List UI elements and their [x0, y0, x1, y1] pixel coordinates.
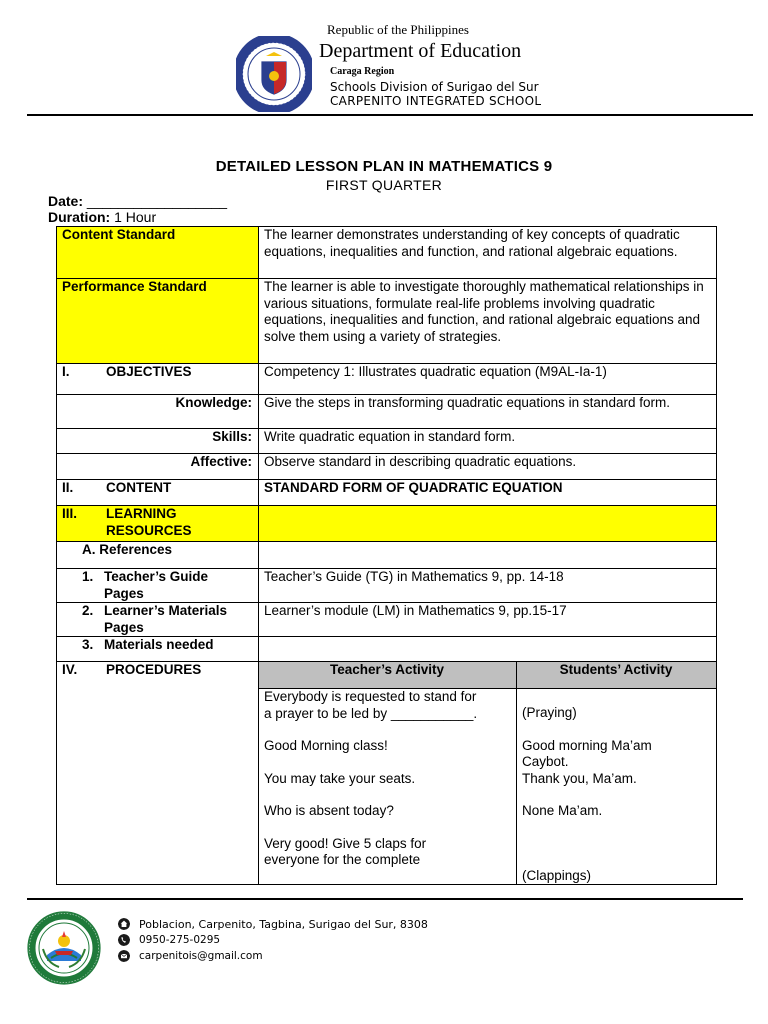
student-line: (Clappings) [522, 867, 592, 883]
quarter-subtitle: FIRST QUARTER [325, 177, 443, 193]
knowledge-label: Knowledge: [57, 395, 259, 429]
materials-needed-label: Materials needed [104, 637, 214, 652]
mail-icon [118, 950, 130, 962]
student-line: Thank you, Ma’am. [522, 770, 637, 786]
resources-empty-cell [259, 506, 717, 542]
materials-needed-empty-cell [259, 637, 717, 662]
procedures-label: PROCEDURES [106, 662, 202, 677]
references-row [57, 542, 717, 569]
procedures-heading [57, 662, 259, 885]
content-standard-text: The learner demonstrates understanding of key concepts of quadratic equations, inequalities and function, and rational algebraic equations. [259, 227, 717, 279]
affective-row [57, 454, 717, 480]
student-line: (Praying) [522, 705, 577, 720]
footer-email-row [118, 949, 263, 963]
knowledge-row [57, 395, 717, 429]
objectives-heading [57, 364, 259, 395]
date-blank: __________________ [86, 193, 228, 209]
school-seal-icon [27, 911, 101, 985]
procedures-number: IV. [62, 662, 78, 677]
department-name: Department of Education [319, 40, 522, 62]
references-heading [57, 542, 259, 569]
references-number: A. [82, 542, 96, 557]
content-heading [57, 480, 259, 506]
date-line [48, 193, 227, 209]
teacher-line: a prayer to be led by ___________. [264, 705, 478, 721]
home-icon [118, 918, 130, 930]
skills-label: Skills: [57, 429, 259, 454]
phone-icon [118, 934, 130, 946]
duration-value: 1 Hour [114, 209, 157, 225]
teacher-line: Everybody is requested to stand for [264, 689, 477, 704]
lesson-plan-title: DETAILED LESSON PLAN IN MATHEMATICS 9 [215, 158, 553, 175]
division-label: Schools Division of Surigao del Sur [330, 80, 539, 94]
teachers-guide-row [57, 569, 717, 603]
header-divider [27, 114, 753, 116]
skills-row [57, 429, 717, 454]
content-row [57, 480, 717, 506]
content-label: CONTENT [106, 480, 172, 495]
deped-seal-icon [236, 36, 312, 112]
teacher-activity-header: Teacher’s Activity [259, 662, 517, 689]
references-label: References [99, 542, 173, 557]
date-label: Date: [48, 193, 84, 209]
teacher-line: Who is absent today? [264, 803, 394, 818]
footer-address-row [118, 917, 428, 931]
duration-line [48, 209, 156, 225]
teachers-guide-text: Teacher’s Guide (TG) in Mathematics 9, pp. 14-18 [259, 569, 717, 603]
procedures-header-row [57, 662, 717, 689]
student-line: Caybot. [522, 754, 569, 769]
content-standard-label: Content Standard [57, 227, 259, 279]
materials-needed-row [57, 637, 717, 662]
performance-standard-text: The learner is able to investigate thoroughly mathematical relationships in various situations, formulate real-life problems involving quadratic equations, inequalities and function, and rational algebraic equations and solve them using a variety of strategies. [259, 279, 717, 364]
footer-phone[interactable]: 0950-275-0295 [139, 934, 221, 946]
teacher-line: Very good! Give 5 claps for [264, 835, 427, 851]
objectives-label: OBJECTIVES [106, 364, 192, 379]
footer-email[interactable]: carpenitois@gmail.com [139, 950, 263, 962]
performance-standard-row [57, 279, 717, 364]
teacher-line: everyone for the complete [264, 852, 421, 867]
resources-label-line2: RESOURCES [106, 522, 192, 538]
footer-phone-row [118, 933, 220, 947]
content-standard-row [57, 227, 717, 279]
objectives-number: I. [62, 364, 70, 379]
resources-row [57, 506, 717, 542]
learners-materials-label-line1: Learner’s Materials [104, 603, 228, 618]
teacher-activity-cell [259, 689, 517, 885]
republic-label: Republic of the Philippines [327, 22, 469, 37]
resources-heading [57, 506, 259, 542]
duration-label: Duration: [48, 209, 111, 225]
learners-materials-heading [57, 603, 259, 637]
footer-address: Poblacion, Carpenito, Tagbina, Surigao del Sur, 8308 [139, 917, 428, 931]
objectives-row [57, 364, 717, 395]
school-name: CARPENITO INTEGRATED SCHOOL [330, 94, 542, 108]
teacher-line: You may take your seats. [264, 770, 416, 786]
references-empty-cell [259, 542, 717, 569]
materials-needed-number: 3. [82, 637, 94, 652]
teachers-guide-label-line1: Teacher’s Guide [104, 569, 209, 584]
learners-materials-row [57, 603, 717, 637]
learners-materials-label-line2: Pages [104, 619, 144, 635]
competency-text: Competency 1: Illustrates quadratic equation (M9AL-Ia-1) [259, 364, 717, 395]
teachers-guide-number: 1. [82, 569, 94, 584]
affective-label: Affective: [57, 454, 259, 480]
student-line: Good morning Ma’am [522, 737, 652, 753]
region-label: Caraga Region [330, 66, 395, 77]
affective-text: Observe standard in describing quadratic equations. [259, 454, 717, 480]
performance-standard-label: Performance Standard [57, 279, 259, 364]
teacher-line: Good Morning class! [264, 738, 388, 753]
content-number: II. [62, 480, 74, 495]
students-activity-header: Students’ Activity [517, 662, 717, 689]
resources-number: III. [62, 506, 78, 521]
teachers-guide-heading [57, 569, 259, 603]
lesson-plan-table [56, 226, 717, 885]
learners-materials-text: Learner’s module (LM) in Mathematics 9, pp.15-17 [259, 603, 717, 637]
students-activity-cell [517, 689, 717, 885]
teachers-guide-label-line2: Pages [104, 585, 144, 601]
materials-needed-heading [57, 637, 259, 662]
knowledge-text: Give the steps in transforming quadratic equations in standard form. [259, 395, 717, 429]
footer-divider [27, 898, 743, 900]
resources-label-line1: LEARNING [106, 506, 177, 521]
learners-materials-number: 2. [82, 603, 94, 618]
skills-text: Write quadratic equation in standard form. [259, 429, 717, 454]
student-line: None Ma’am. [522, 803, 603, 818]
content-topic: STANDARD FORM OF QUADRATIC EQUATION [259, 480, 717, 506]
